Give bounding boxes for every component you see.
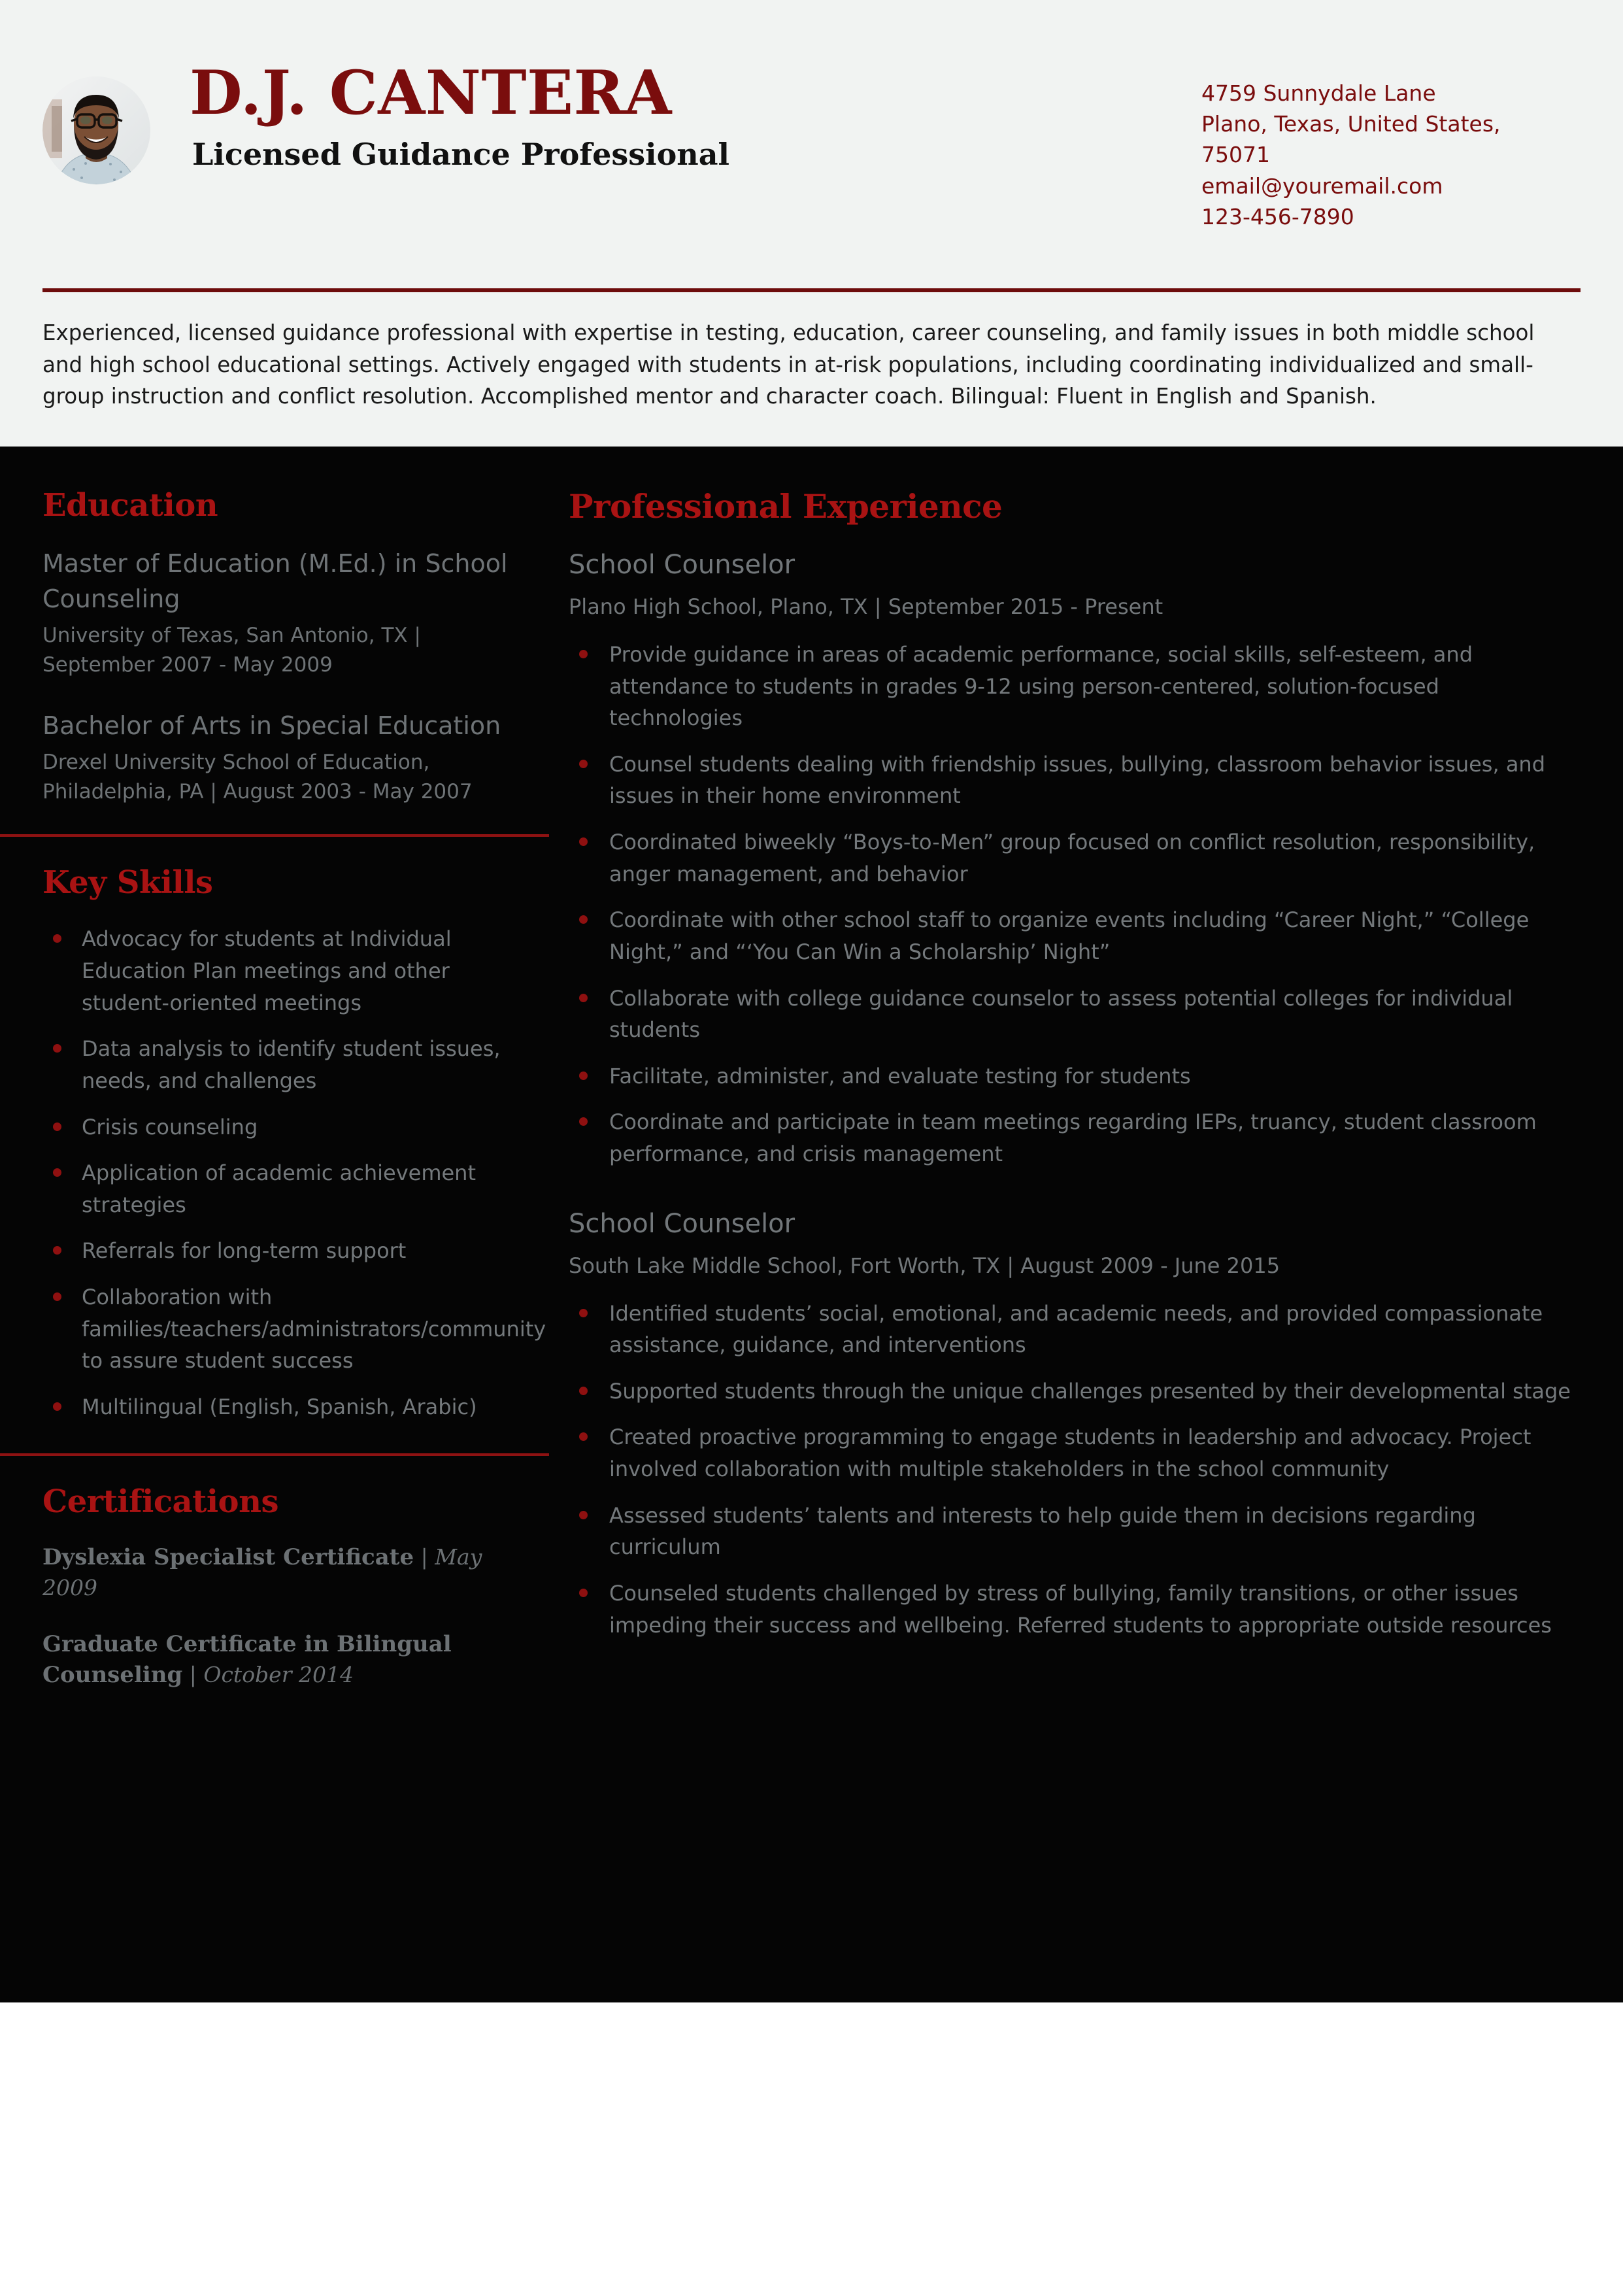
- list-item: Counseled students challenged by stress of bullying, family transitions, or other issues impeding their success and wellbeing. Referred students to appropriate outside resources: [569, 1578, 1577, 1641]
- experience-entry: [569, 1207, 1577, 1641]
- page-title: D.J. CANTERA: [190, 57, 672, 128]
- section-heading-key-skills: Key Skills: [42, 864, 213, 901]
- certification-date: October 2014: [203, 1661, 354, 1687]
- education-entry: [42, 709, 510, 807]
- list-item: Supported students through the unique challenges presented by their developmental stage: [569, 1376, 1577, 1408]
- list-item: Created proactive programming to engage students in leadership and advocacy. Project involved collaboration with multiple stakeholders in the school community: [569, 1421, 1577, 1485]
- name-block: [150, 57, 1188, 173]
- list-item: Provide guidance in areas of academic performance, social skills, self-esteem, and attendance to students in grades 9-12 using person-centered, solution-focused technologies: [569, 639, 1577, 734]
- list-item: Coordinate with other school staff to organize events including “Career Night,” “College Night,” and “‘You Can Win a Scholarship’ Night”: [569, 904, 1577, 968]
- contact-block: [1188, 62, 1581, 232]
- certification-name: Graduate Certificate in Bilingual Counseling: [42, 1630, 452, 1688]
- certification-date: May 2009: [42, 1544, 482, 1601]
- section-certifications: [42, 1485, 510, 1691]
- list-item: Application of academic achievement strategies: [42, 1157, 510, 1221]
- section-heading-professional-experience: Professional Experience: [569, 487, 1003, 526]
- list-item: Assessed students’ talents and interests to help guide them in decisions regarding curriculum: [569, 1500, 1577, 1563]
- degree-meta: University of Texas, San Antonio, TX | September 2007 - May 2009: [42, 623, 421, 677]
- contact-city-state: Plano, Texas, United States,: [1201, 111, 1501, 137]
- left-column: [0, 447, 549, 2002]
- certification-separator: |: [414, 1544, 435, 1570]
- list-item: Referrals for long-term support: [42, 1235, 510, 1267]
- list-item: Counsel students dealing with friendship issues, bullying, classroom behavior issues, and issues in their home environment: [569, 749, 1577, 812]
- list-item: Facilitate, administer, and evaluate testing for students: [569, 1060, 1577, 1092]
- list-item: Crisis counseling: [42, 1111, 510, 1143]
- list-item: Multilingual (English, Spanish, Arabic): [42, 1391, 510, 1423]
- experience-entry: [569, 548, 1577, 1170]
- list-item: Identified students’ social, emotional, and academic needs, and provided compassionate assistance, guidance, and interventions: [569, 1298, 1577, 1361]
- education-entry: [42, 547, 510, 680]
- section-heading-certifications: Certifications: [42, 1483, 278, 1520]
- job-meta: Plano High School, Plano, TX | September 2015 - Present: [569, 594, 1163, 620]
- job-title: Licensed Guidance Professional: [192, 136, 730, 172]
- right-column: [549, 447, 1623, 2002]
- certification-item: [42, 1629, 510, 1691]
- resume-header: [0, 0, 1623, 447]
- avatar-photo-icon: [42, 76, 150, 184]
- certification-name: Dyslexia Specialist Certificate: [42, 1544, 414, 1571]
- job-bullets: [569, 1298, 1577, 1642]
- section-education: [42, 488, 510, 806]
- list-item: Collaborate with college guidance counselor to assess potential colleges for individual students: [569, 983, 1577, 1046]
- degree-title: Master of Education (M.Ed.) in School Counseling: [42, 549, 508, 613]
- section-divider: [0, 834, 549, 837]
- certification-separator: |: [182, 1661, 204, 1687]
- page-footer-space: [0, 2002, 1623, 2235]
- job-title: School Counselor: [569, 1208, 795, 1239]
- list-item: Collaboration with families/teachers/administrators/community to assure student success: [42, 1281, 510, 1377]
- contact-street: 4759 Sunnydale Lane: [1201, 80, 1436, 106]
- list-item: Advocacy for students at Individual Education Plan meetings and other student-oriented meetings: [42, 923, 510, 1019]
- contact-email[interactable]: email@youremail.com: [1201, 173, 1443, 199]
- key-skills-list: [42, 923, 546, 1423]
- header-top-row: [42, 57, 1581, 232]
- professional-summary: Experienced, licensed guidance professional with expertise in testing, education, career counseling, and family issues in both middle school and high school educational settings. Actively engaged with students in at-risk populations, including coordinating individualized and small-group instruction and conflict resolution. Accomplished mentor and character coach. Bilingual: Fluent in English and Spanish.: [42, 320, 1535, 409]
- contact-zip: 75071: [1201, 142, 1270, 168]
- degree-meta: Drexel University School of Education, Philadelphia, PA | August 2003 - May 2007: [42, 750, 473, 803]
- job-meta: South Lake Middle School, Fort Worth, TX | August 2009 - June 2015: [569, 1253, 1280, 1278]
- job-bullets: [569, 639, 1577, 1170]
- certification-item: [42, 1542, 510, 1602]
- list-item: Coordinate and participate in team meetings regarding IEPs, truancy, student classroom performance, and crisis management: [569, 1106, 1577, 1170]
- list-item: Coordinated biweekly “Boys-to-Men” group focused on conflict resolution, responsibility, anger management, and behavior: [569, 826, 1577, 890]
- section-key-skills: [42, 864, 546, 1423]
- list-item: Data analysis to identify student issues, needs, and challenges: [42, 1033, 510, 1096]
- contact-phone[interactable]: 123-456-7890: [1201, 203, 1354, 229]
- degree-title: Bachelor of Arts in Special Education: [42, 711, 501, 740]
- section-heading-education: Education: [42, 487, 218, 524]
- resume-body: [0, 447, 1623, 2002]
- job-title: School Counselor: [569, 550, 795, 581]
- section-divider: [0, 1453, 549, 1456]
- avatar: [42, 76, 150, 184]
